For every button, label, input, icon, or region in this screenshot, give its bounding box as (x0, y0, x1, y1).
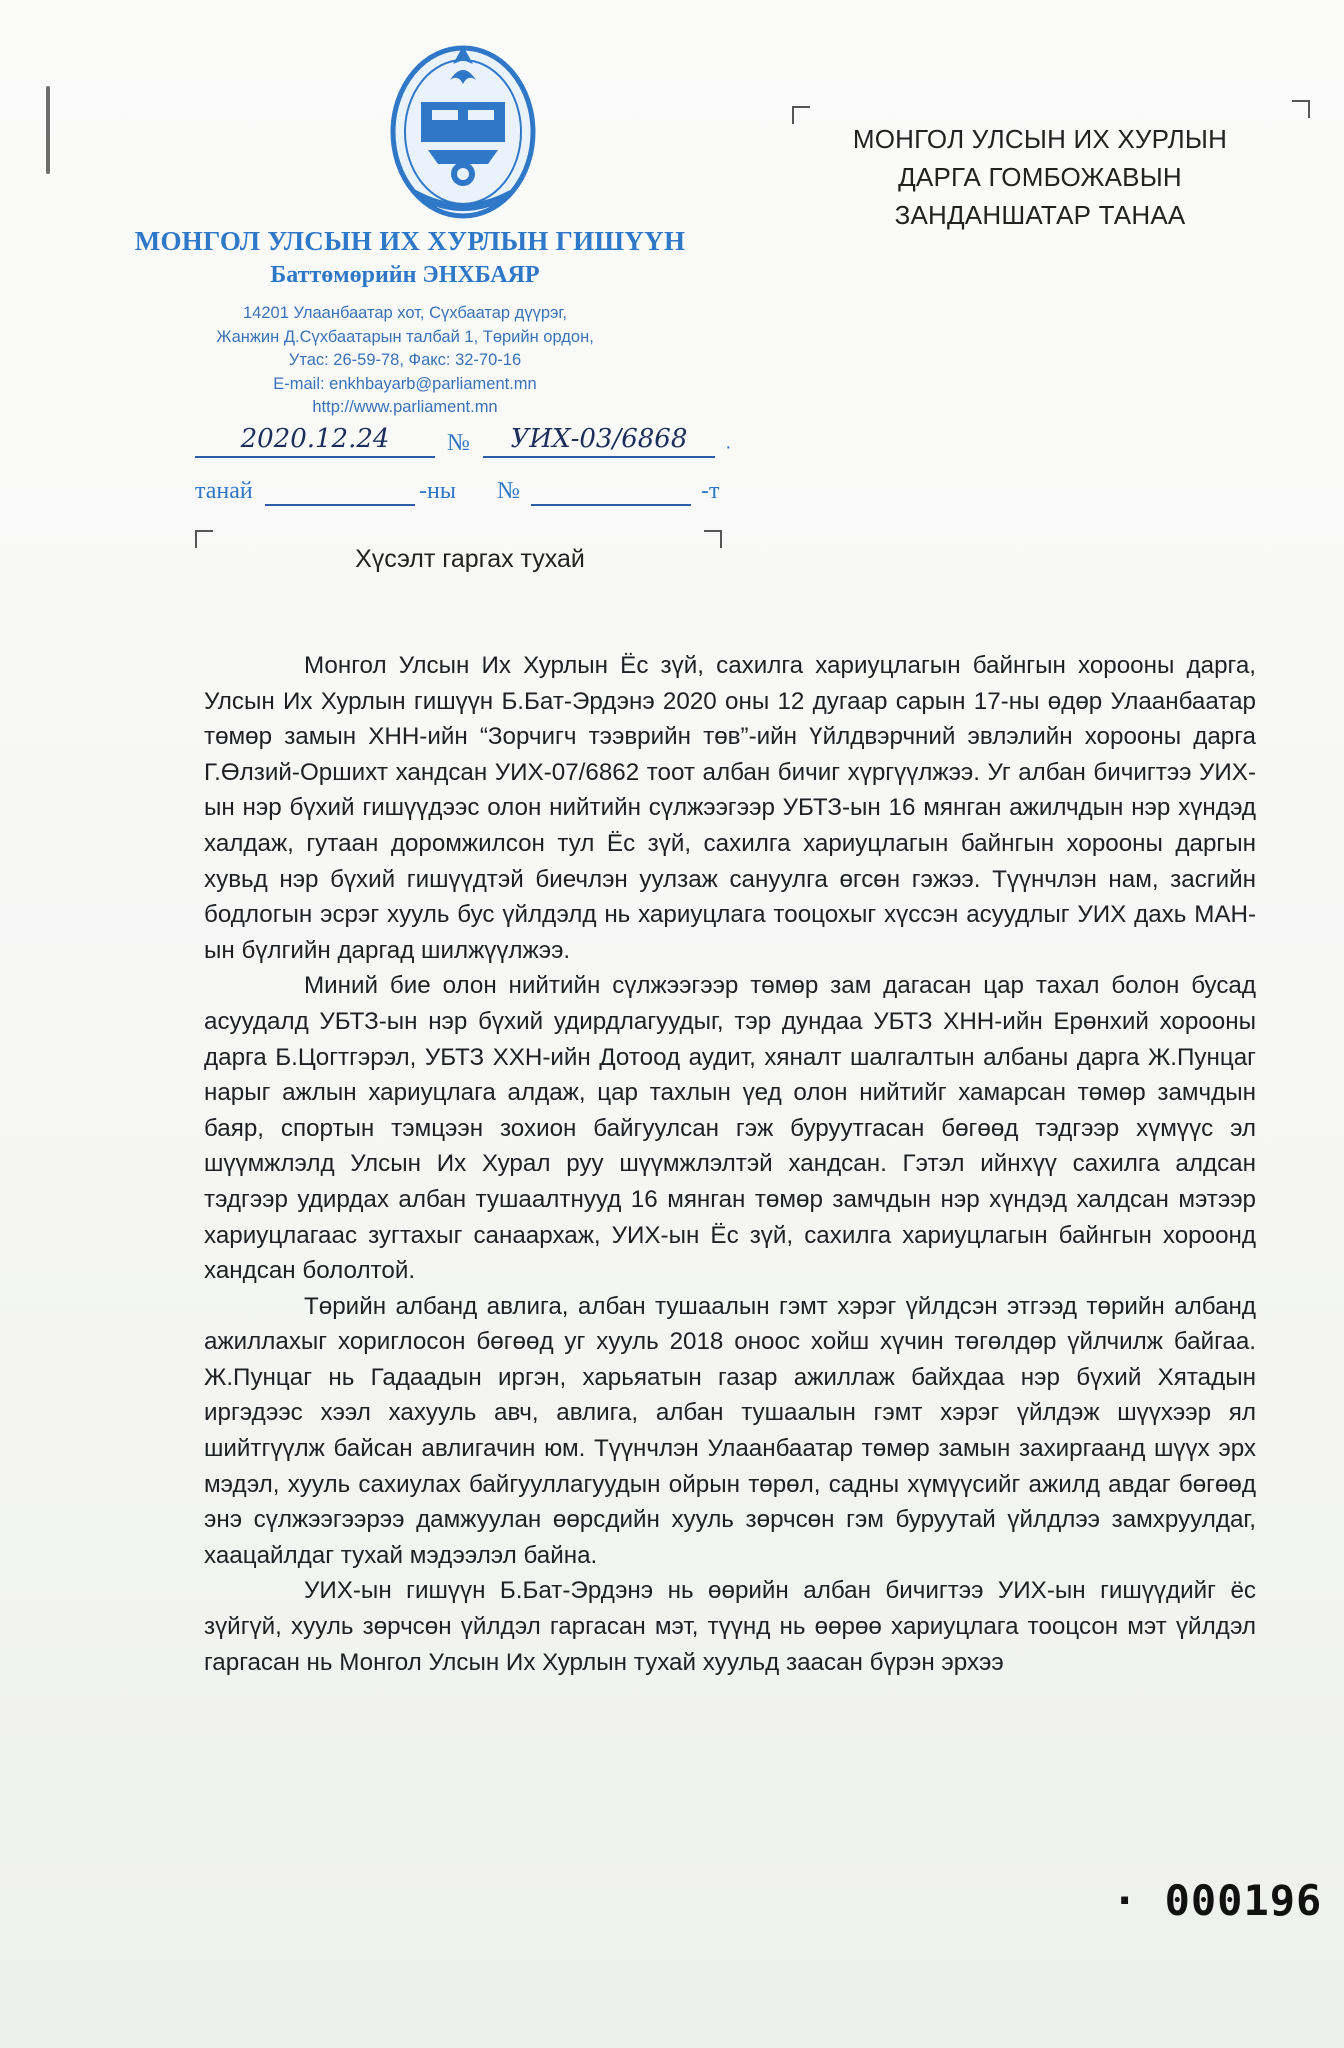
addressee-line-2: ДАРГА ГОМБОЖАВЫН (898, 162, 1182, 192)
subject-corner-right (704, 530, 722, 548)
reference-date-blank (265, 504, 415, 506)
body-paragraph-3: Төрийн албанд авлига, албан тушаалын гэмт хэрэг үйлдсэн этгээд төрийн албанд ажиллахыг хориглосон бөгөөд уг хууль 2018 оноос хойш хүчин төгөлдөр үйлчилж байгаа. Ж.Пунцаг нь Гадаадын иргэн, харьяатын газар ажиллаж байхдаа нэр бүхий Хятадын иргэдээс хээл хахууль авч, авлига, албан тушаалын гэмт хэрэг үйлдэж шүүхээр ял шийтгүүлж байсан авлигачин юм. Түүнчлэн Улаанбаатар төмөр замын захиргаанд шүүх эрх мэдэл, хууль сахиулах байгууллагуудын ойрын төрөл, садны хүмүүсийг ажилд авдаг бөгөөд энэ сүлжээгээрээ дамжуулан өөрсдийн хууль зөрчсөн гэм буруутай үйлдлээ замхруулдаг, хаацайлдаг тухай мэдээлэл байна. (204, 1292, 1256, 1569)
letter-body (204, 648, 1256, 1680)
letterhead-member-name: Баттөмөрийн ЭНХБАЯР (270, 262, 540, 288)
reference-number-blank (531, 504, 691, 506)
registration-number-label: № (447, 430, 470, 456)
addressee-block (820, 120, 1260, 234)
addressee-line-3: ЗАНДАНШАТАР ТАНАА (894, 200, 1186, 230)
serial-number (1112, 1876, 1322, 1925)
letterhead-contact (100, 302, 710, 420)
reference-number-suffix: -т (701, 478, 720, 504)
registration-dot: · (725, 436, 732, 458)
staple-mark (46, 86, 50, 174)
serial-value: 000196 (1164, 1876, 1323, 1925)
contact-phone-fax: Утас: 26-59-78, Факс: 32-70-16 (288, 351, 522, 369)
body-paragraph-1: Монгол Улсын Их Хурлын Ёс зүй, сахилга хариуцлагын байнгын хорооны дарга, Улсын Их Хурлын гишүүн Б.Бат-Эрдэнэ 2020 оны 12 дугаар сарын 17-ны өдөр Улаанбаатар төмөр замын ХНН-ийн “Зорчигч тээврийн төв”-ийн Үйлдвэрчний эвлэлийн хорооны дарга Г.Өлзий-Оршихт хандсан УИХ-07/6862 тоот албан бичиг хүргүүлжээ. Уг албан бичигтээ УИХ-ын нэр бүхий гишүүдээс олон нийтийн сүлжээгээр УБТЗ-ын 16 мянган ажилчдын нэр хүндэд халдаж, гутаан доромжилсон тул Ёс зүй, сахилга хариуцлагын байнгын хорооны даргын хувьд нэр бүхий гишүүдтэй биечлэн уулзаж сануулга өгсөн гэжээ. Түүнчлэн нам, засгийн бодлогын эсрэг хууль бус үйлдэлд нь хариуцлага тооцохыг хүссэн асуудлыг УИХ дахь МАН-ын бүлгийн даргад шилжүүлжээ. (204, 652, 1256, 964)
registration-line (195, 424, 735, 464)
addressee-line-1: МОНГОЛ УЛСЫН ИХ ХУРЛЫН (852, 124, 1228, 154)
registration-number: УИХ-03/6868 (483, 424, 715, 458)
contact-website: http://www.parliament.mn (312, 398, 498, 416)
state-emblem-icon (388, 40, 538, 225)
subject-corner-left (195, 530, 213, 548)
addressee-corner-right (1292, 100, 1310, 118)
serial-prefix: · (1112, 1876, 1139, 1925)
reference-line (195, 478, 735, 512)
body-paragraph-4: УИХ-ын гишүүн Б.Бат-Эрдэнэ нь өөрийн албан бичигтээ УИХ-ын гишүүдийг ёс зүйгүй, хууль зөрчсөн үйлдэл гаргасан мэт, түүнд нь өөрөө хариуцлага тооцсон мэт үйлдэл гаргасан нь Монгол Улсын Их Хурлын тухай хуульд заасан бүрэн эрхээ (204, 1577, 1256, 1676)
letter-subject: Хүсэлт гаргах тухай (355, 545, 585, 573)
contact-address-line-2: Жанжин Д.Сүхбаатарын талбай 1, Төрийн ордон, (216, 327, 594, 346)
reference-label-yours: танай (195, 478, 253, 504)
reference-number-label: № (497, 478, 520, 504)
body-paragraph-2: Миний бие олон нийтийн сүлжээгээр төмөр зам дагасан цар тахал болон бусад асуудалд УБТЗ-ын нэр бүхий удирдлагуудыг, тэр дундаа УБТЗ ХНН-ийн Ерөнхий хорооны дарга Б.Цогтгэрэл, УБТЗ ХХН-ийн Дотоод аудит, хяналт шалгалтын албаны дарга Ж.Пунцаг нарыг ажлын хариуцлага алдаж, цар тахлын үед олон нийтийг хамарсан төмөр замчдын баяр, спортын тэмцээн зохион байгуулсан гэж буруутгасан бөгөөд тэдгээр хүмүүс эл шүүмжлэлд Улсын Их Хурал руу шүүмжлэлтэй хандсан. Гэтэл ийнхүү сахилга алдсан тэдгээр удирдах албан тушаалтнууд 16 мянган төмөр замчдын нэр хүндэд халдсан мэтээр хариуцлагаас зугтахыг санаархаж, УИХ-ын Ёс зүй, сахилга хариуцлагын байнгын хороонд хандсан бололтой. (204, 972, 1256, 1285)
contact-address-line-1: 14201 Улаанбаатар хот, Сүхбаатар дүүрэг, (243, 304, 567, 322)
addressee-corner-left (792, 106, 810, 124)
reference-date-suffix: -ны (419, 478, 456, 504)
registration-date: 2020.12.24 (195, 424, 435, 458)
contact-email: E-mail: enkhbayarb@parliament.mn (273, 374, 537, 393)
letterhead-title: МОНГОЛ УЛСЫН ИХ ХУРЛЫН ГИШҮҮН (134, 226, 686, 256)
